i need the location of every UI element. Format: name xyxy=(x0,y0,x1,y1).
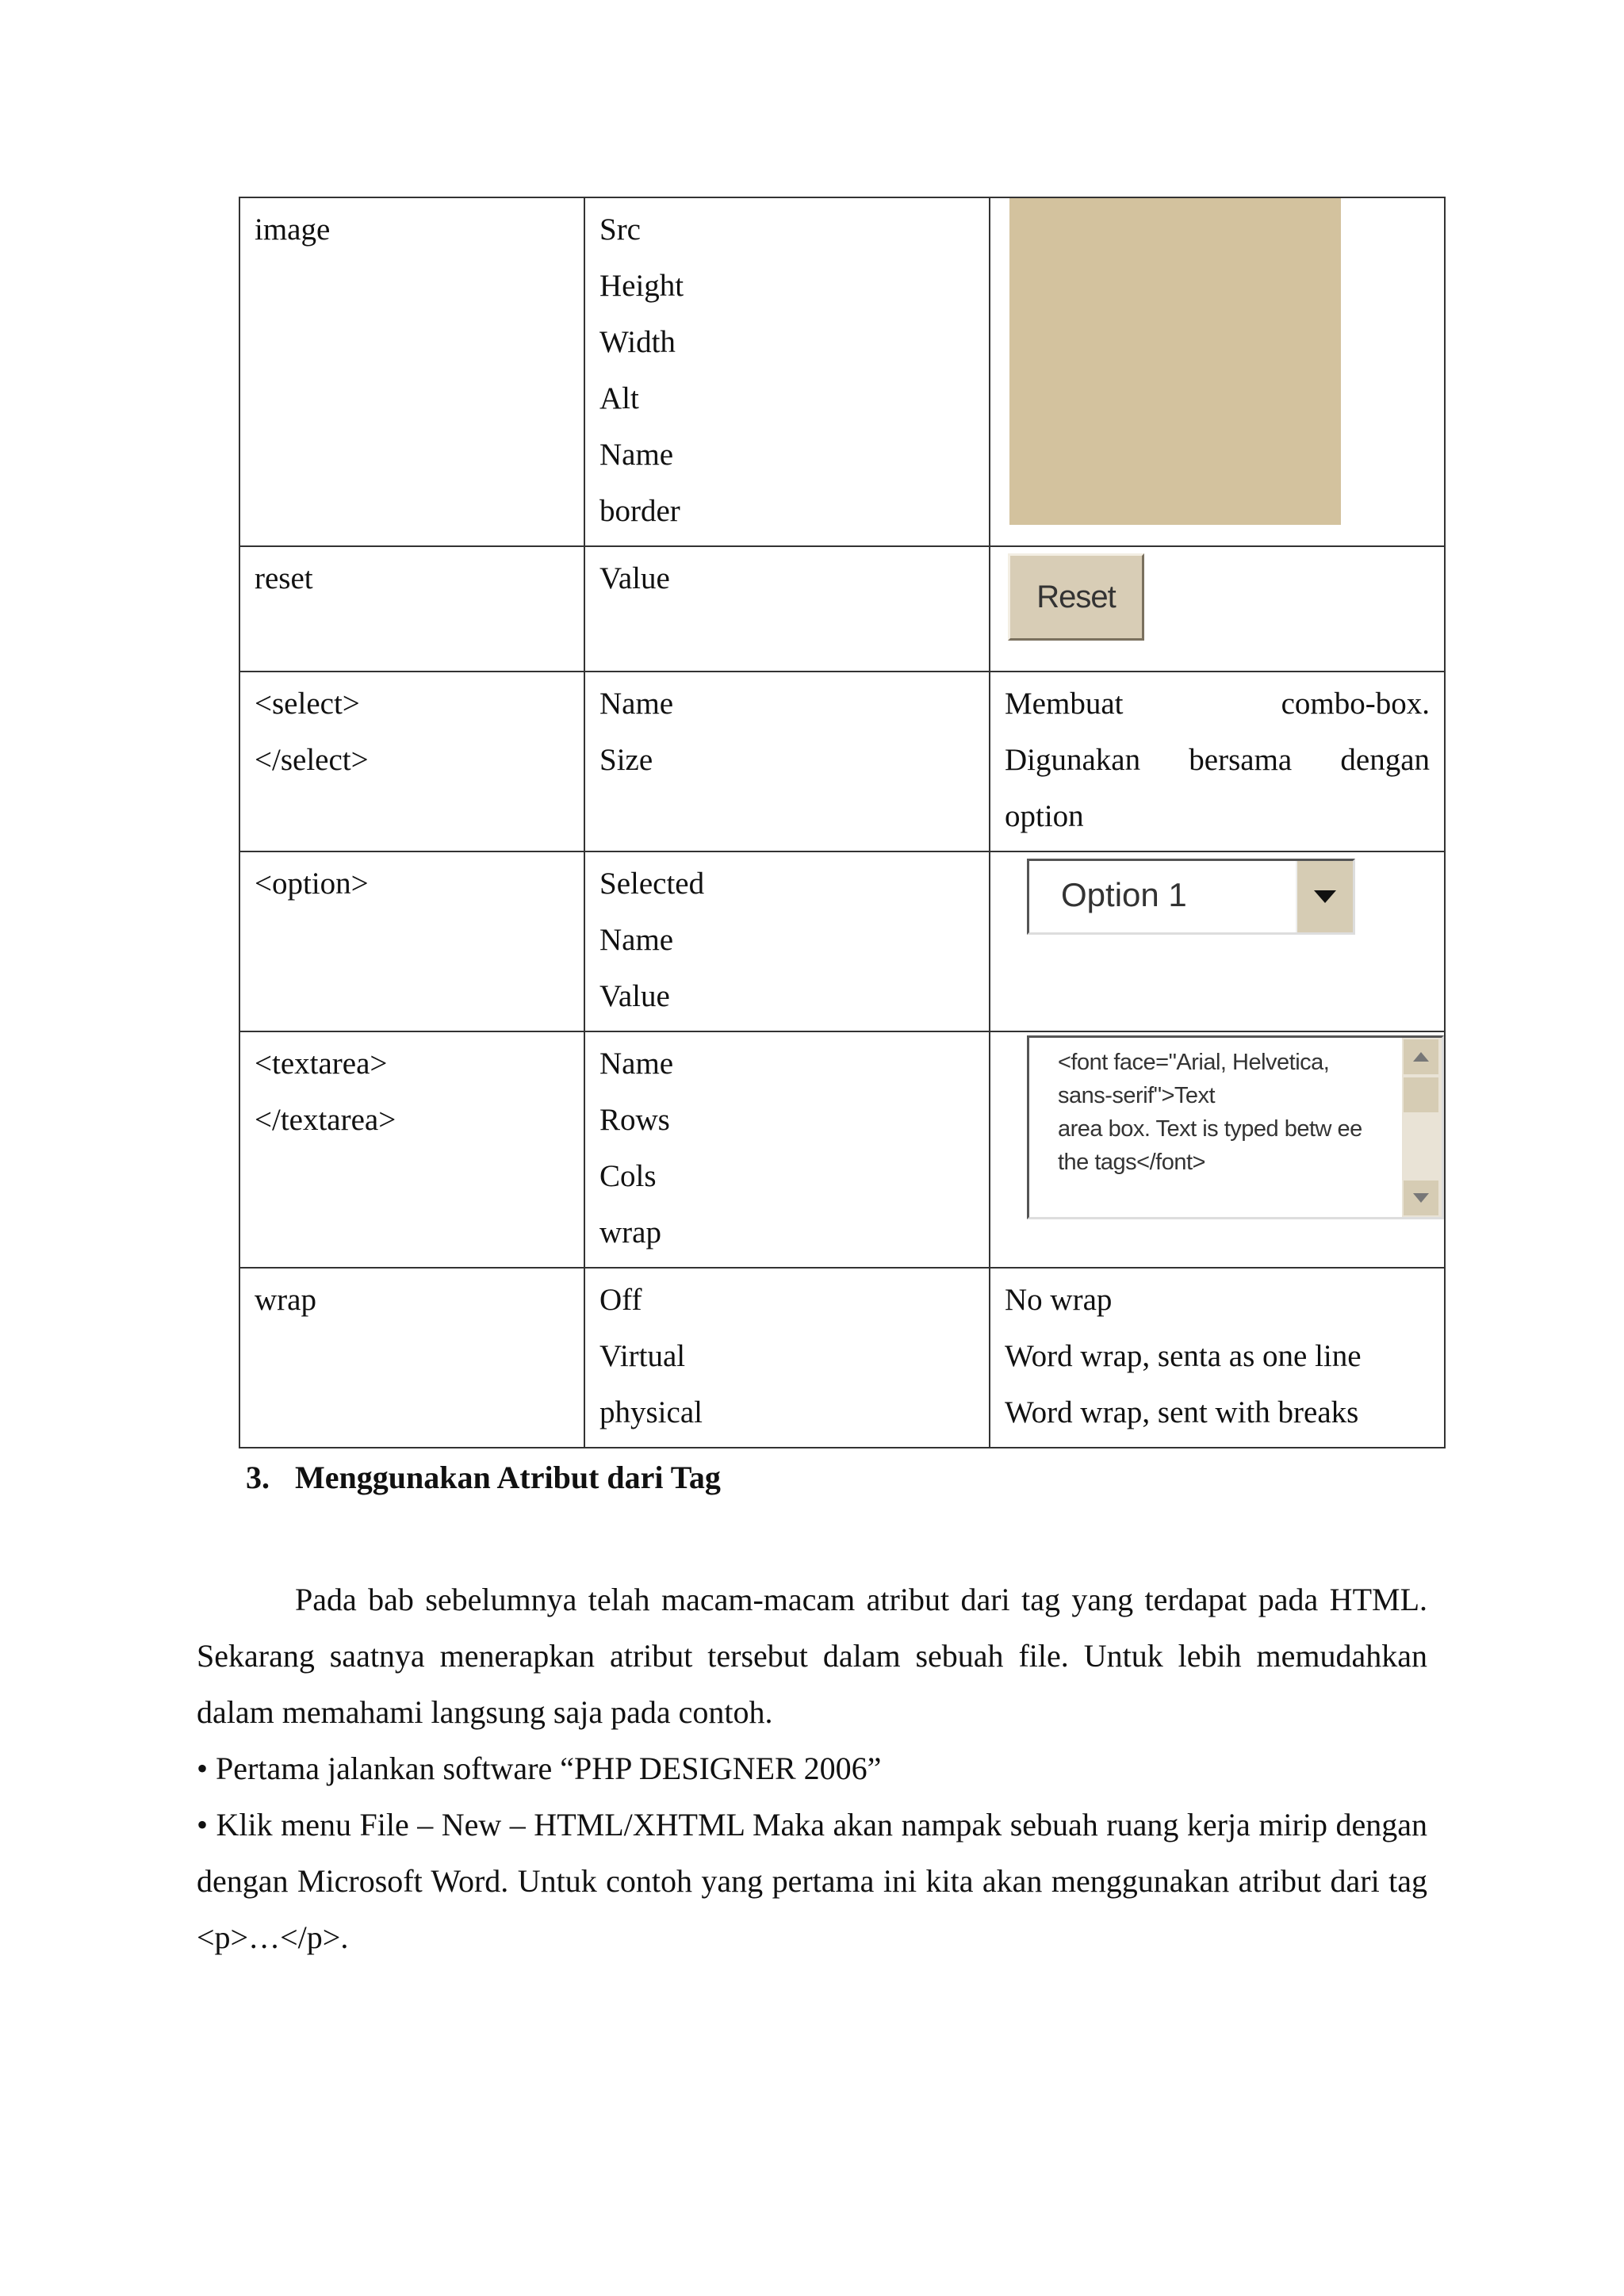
scroll-down-icon xyxy=(1404,1181,1438,1215)
attribute-name: Size xyxy=(599,743,653,777)
attribute-name: Off xyxy=(599,1283,642,1317)
tag-name: wrap xyxy=(255,1283,316,1317)
textarea-text: <font face="Arial, Helvetica, sans-serif">Text area box. Text is typed betw ee the tags</font> xyxy=(1058,1050,1362,1175)
attributes-cell xyxy=(584,1031,990,1268)
example-cell xyxy=(990,197,1445,546)
combo-box-example xyxy=(1027,859,1355,935)
dropdown-arrow-icon xyxy=(1296,861,1353,932)
image-example xyxy=(1009,198,1341,525)
bullet-paragraph: • Klik menu File – New – HTML/XHTML Maka akan nampak sebuah ruang kerja mirip dengan dengan Microsoft Word. Untuk contoh yang pertama ini kita akan menggunakan atribut dari tag <p>…</p>. xyxy=(197,1807,1427,1955)
tag-cell xyxy=(239,1031,584,1268)
table-row-wrap xyxy=(239,1268,1445,1448)
scroll-thumb xyxy=(1404,1077,1438,1112)
example-cell xyxy=(990,851,1445,1031)
attribute-name: Cols xyxy=(599,1159,657,1193)
attribute-name: Name xyxy=(599,923,674,957)
attribute-name: Name xyxy=(599,438,674,472)
attribute-name: Value xyxy=(599,561,670,595)
attribute-name: border xyxy=(599,494,680,528)
example-cell xyxy=(990,546,1445,672)
attribute-name: Rows xyxy=(599,1103,670,1137)
tag-name: image xyxy=(255,212,331,247)
attribute-name: Height xyxy=(599,269,684,303)
description-line: Word wrap, sent with breaks xyxy=(1005,1395,1359,1429)
tag-name: <select> xyxy=(255,687,360,721)
textarea-example xyxy=(1027,1035,1444,1219)
tag-name: <option> xyxy=(255,867,369,901)
tag-cell xyxy=(239,1268,584,1448)
attribute-name: wrap xyxy=(599,1215,661,1249)
body-text xyxy=(197,1571,1427,1965)
description-cell xyxy=(990,672,1445,851)
tag-cell xyxy=(239,546,584,672)
attribute-table xyxy=(239,197,1446,1448)
attributes-cell xyxy=(584,851,990,1031)
attribute-name: physical xyxy=(599,1395,703,1429)
tag-cell xyxy=(239,672,584,851)
section-heading xyxy=(246,1459,721,1496)
description-line: Membuat combo-box. xyxy=(1005,687,1430,721)
description-line: Word wrap, senta as one line xyxy=(1005,1339,1362,1373)
description-line: Digunakan bersama dengan xyxy=(1005,743,1430,777)
table-row-reset xyxy=(239,546,1445,672)
tag-name: </select> xyxy=(255,743,369,777)
combo-selected-text: Option 1 xyxy=(1061,876,1187,913)
description-cell xyxy=(990,1268,1445,1448)
description-line: No wrap xyxy=(1005,1283,1113,1317)
table-row-option xyxy=(239,851,1445,1031)
attributes-cell xyxy=(584,1268,990,1448)
attribute-name: Name xyxy=(599,687,674,721)
scroll-up-icon xyxy=(1404,1039,1438,1074)
section-title: Menggunakan Atribut dari Tag xyxy=(295,1460,721,1495)
tag-name: </textarea> xyxy=(255,1103,396,1137)
description-line: option xyxy=(1005,799,1084,833)
attributes-cell xyxy=(584,672,990,851)
table-row-textarea xyxy=(239,1031,1445,1268)
attribute-name: Virtual xyxy=(599,1339,686,1373)
bullet-paragraph: • Pertama jalankan software “PHP DESIGNER 2006” xyxy=(197,1751,882,1786)
tag-name: <textarea> xyxy=(255,1047,388,1081)
attributes-cell xyxy=(584,546,990,672)
tag-name: reset xyxy=(255,561,313,595)
example-cell xyxy=(990,1031,1445,1268)
table-row-image xyxy=(239,197,1445,546)
reset-button-example xyxy=(1008,553,1144,641)
textarea-scrollbar xyxy=(1402,1038,1442,1217)
attribute-name: Value xyxy=(599,979,670,1013)
attribute-name: Width xyxy=(599,325,676,359)
attribute-name: Src xyxy=(599,212,641,247)
paragraph: Pada bab sebelumnya telah macam-macam atribut dari tag yang terdapat pada HTML. Sekarang saatnya menerapkan atribut tersebut dalam sebuah file. Untuk lebih memudahkan dalam memahami langsung saja pada contoh. xyxy=(197,1582,1427,1730)
tag-cell xyxy=(239,197,584,546)
reset-button-label: Reset xyxy=(1036,580,1116,614)
tag-cell xyxy=(239,851,584,1031)
attribute-name: Name xyxy=(599,1047,674,1081)
attributes-cell xyxy=(584,197,990,546)
table-row-select xyxy=(239,672,1445,851)
attribute-name: Selected xyxy=(599,867,705,901)
attribute-name: Alt xyxy=(599,381,639,415)
section-number: 3. xyxy=(246,1460,270,1495)
